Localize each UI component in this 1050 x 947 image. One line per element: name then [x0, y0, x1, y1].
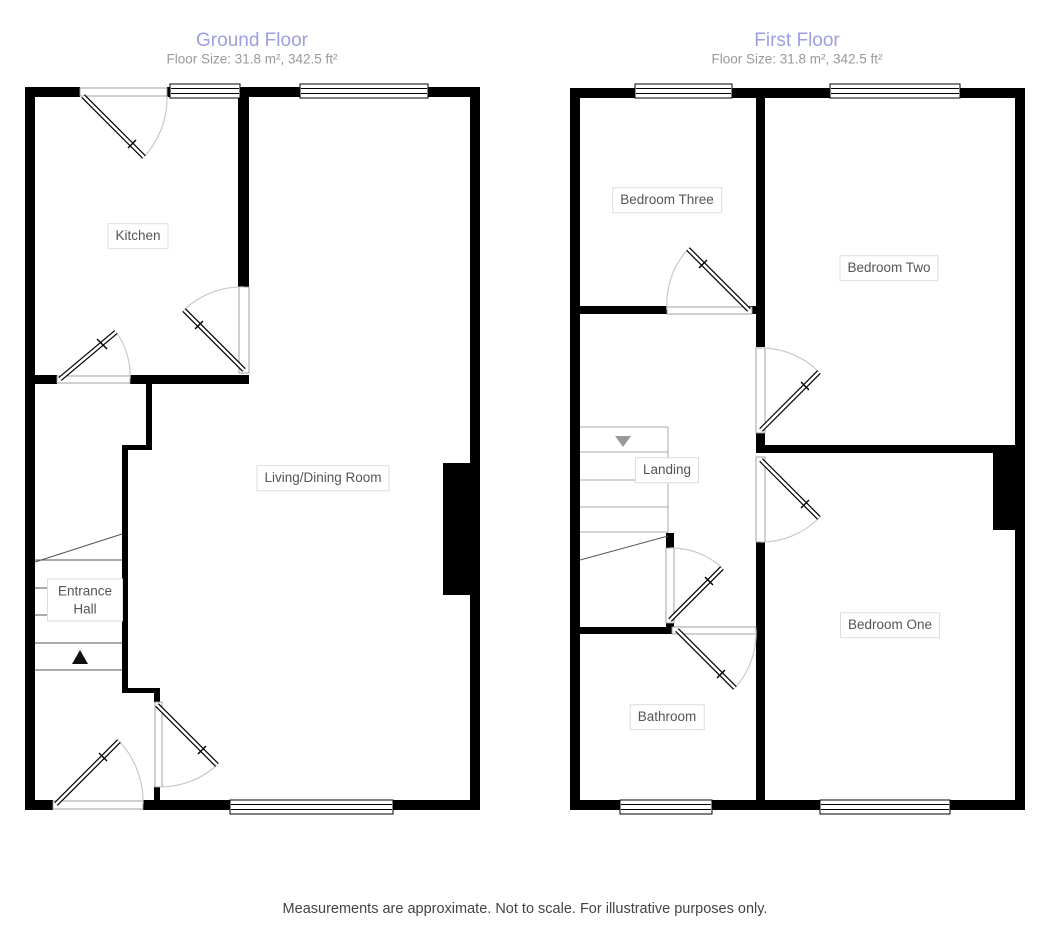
room-label-landing: Landing — [635, 457, 699, 483]
room-label-bedroom-three: Bedroom Three — [612, 187, 722, 213]
room-label-kitchen: Kitchen — [107, 223, 168, 249]
kitchen-living-door — [184, 287, 249, 373]
first-floor-title: First Floor — [754, 30, 840, 51]
room-label-living-dining: Living/Dining Room — [256, 465, 389, 491]
ff-window-bottom-left — [620, 800, 712, 814]
first-floor-size: Floor Size: 31.8 m², 342.5 ft² — [711, 51, 883, 67]
gf-window-bottom — [230, 800, 393, 814]
ff-chimney-breast — [993, 448, 1025, 530]
ground-floor-plan — [25, 84, 480, 814]
ff-window-top-right — [830, 84, 960, 98]
kitchen-hall-door — [57, 332, 130, 383]
ff-stairs — [580, 427, 668, 560]
front-door — [53, 741, 143, 809]
hall-living-door — [155, 702, 217, 787]
bedroom-one-door — [756, 457, 819, 542]
kitchen-external-door — [80, 88, 167, 157]
room-label-bathroom: Bathroom — [630, 704, 705, 730]
bathroom-door — [672, 627, 756, 688]
ground-floor-title: Ground Floor — [196, 30, 308, 51]
ground-floor-size: Floor Size: 31.8 m², 342.5 ft² — [166, 51, 338, 67]
disclaimer-text: Measurements are approximate. Not to scale. For illustrative purposes only. — [282, 901, 768, 917]
gf-walls — [25, 87, 480, 810]
gf-window-top-right — [300, 84, 428, 98]
gf-windows — [170, 84, 428, 814]
gf-chimney-breast — [443, 463, 480, 595]
stairs-up-arrow-icon — [72, 650, 88, 664]
room-label-bedroom-one: Bedroom One — [840, 612, 940, 638]
stairs-down-arrow-icon — [615, 436, 631, 447]
room-label-entrance-hall: Entrance Hall — [47, 578, 123, 621]
room-label-bedroom-two: Bedroom Two — [839, 255, 938, 281]
gf-window-top-left — [170, 84, 240, 98]
ff-window-top-left — [635, 84, 732, 98]
bedroom-three-door — [667, 249, 752, 314]
bedroom-two-door — [756, 348, 819, 433]
landing-stair-door — [666, 548, 722, 623]
ff-window-bottom-right — [820, 800, 950, 814]
